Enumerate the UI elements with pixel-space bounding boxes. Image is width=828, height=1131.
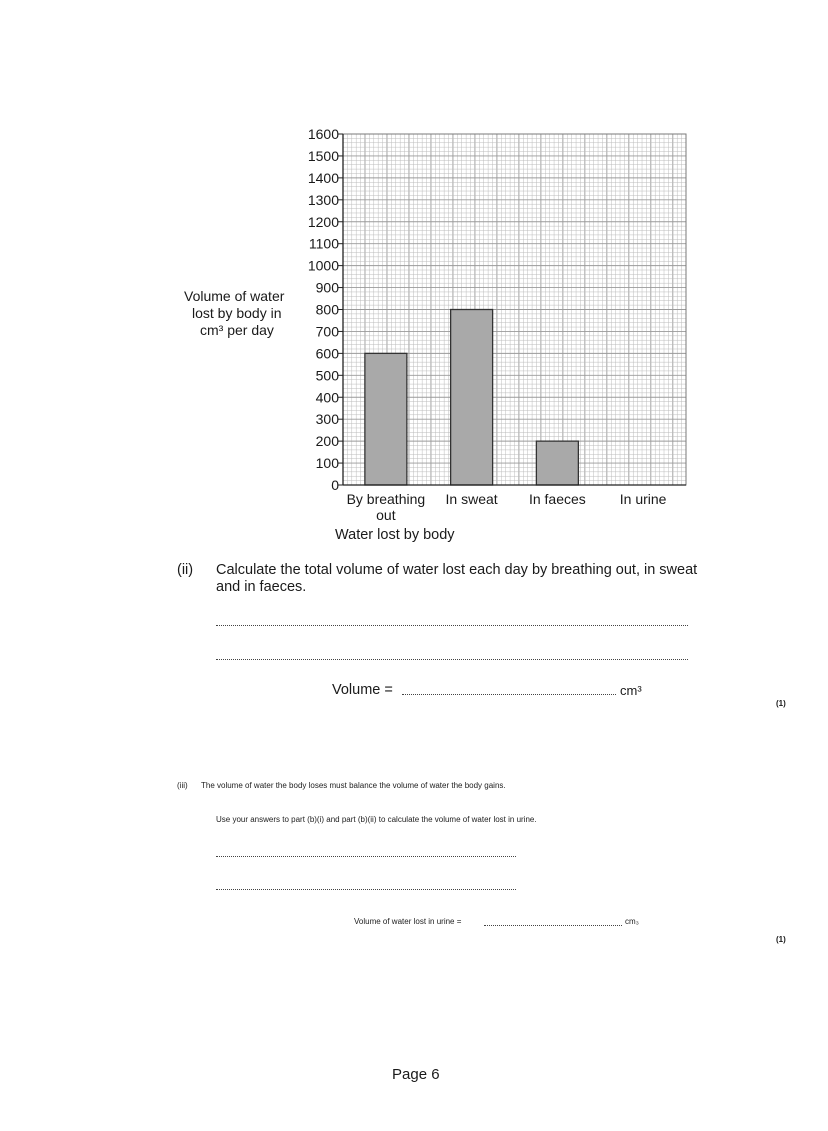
x-category-label: In urine: [619, 491, 667, 507]
y-tick-label: 900: [315, 279, 339, 296]
y-tick-label: 1400: [307, 169, 339, 186]
y-axis-label-line-2: lost by body in: [192, 305, 282, 321]
bar-in-faeces: [536, 441, 578, 485]
volume-unit: cm³: [620, 683, 642, 698]
y-tick-label: 200: [315, 433, 339, 450]
y-tick-label: 400: [315, 389, 339, 406]
x-category-label: In faeces: [528, 491, 586, 507]
volume-answer-label: Volume =: [332, 682, 393, 698]
urine-answer-label: Volume of water lost in urine =: [354, 917, 462, 926]
volume-answer-field[interactable]: [402, 694, 616, 695]
y-tick-label: 1600: [307, 126, 339, 142]
x-category-label: out: [376, 507, 396, 523]
y-tick-label: 500: [315, 367, 339, 384]
y-tick-label: 1100: [308, 235, 339, 252]
marks-iii: (1): [776, 935, 786, 944]
y-tick-label: 1500: [307, 147, 339, 164]
x-axis-label: Water lost by body: [335, 527, 455, 543]
y-tick-label: 1300: [307, 191, 339, 208]
answer-line-2[interactable]: [216, 659, 688, 660]
question-iii-instruction: Use your answers to part (b)(i) and part (b)(ii) to calculate the volume of water lost in urine.: [216, 815, 537, 824]
y-tick-label: 700: [315, 323, 339, 340]
answer-line-3[interactable]: [216, 856, 516, 857]
chart-x-categories: [347, 491, 667, 523]
y-tick-label: 600: [315, 345, 339, 362]
question-ii-text-line-2: and in faeces.: [216, 579, 307, 595]
y-tick-label: 1200: [307, 213, 339, 230]
answer-line-4[interactable]: [216, 889, 516, 890]
y-tick-label: 300: [315, 411, 339, 428]
question-iii-text: The volume of water the body loses must balance the volume of water the body gains.: [201, 781, 506, 790]
page-number: Page 6: [392, 1066, 440, 1083]
y-tick-label: 1000: [307, 257, 339, 274]
x-category-label: In sweat: [445, 491, 498, 507]
chart-y-ticks: [308, 126, 343, 493]
question-ii-text-line-1: Calculate the total volume of water lost each day by breathing out, in sweat: [216, 562, 698, 578]
y-axis-label-line-3: cm³ per day: [200, 322, 274, 338]
y-axis-label-line-1: Volume of water: [184, 288, 285, 304]
urine-unit: cm₃: [625, 917, 639, 926]
y-tick-label: 0: [331, 477, 339, 493]
question-ii-number: (ii): [177, 562, 194, 578]
question-iii-number: (iii): [177, 781, 188, 790]
bar-in-sweat: [451, 310, 493, 486]
marks-ii: (1): [776, 699, 786, 708]
answer-line-1[interactable]: [216, 625, 688, 626]
x-category-label: By breathing: [346, 491, 426, 507]
urine-answer-field[interactable]: [484, 925, 622, 926]
y-tick-label: 100: [315, 455, 339, 472]
y-tick-label: 800: [315, 301, 339, 318]
bar-chart: [0, 0, 828, 560]
bar-by-breathing-out: [365, 353, 407, 485]
